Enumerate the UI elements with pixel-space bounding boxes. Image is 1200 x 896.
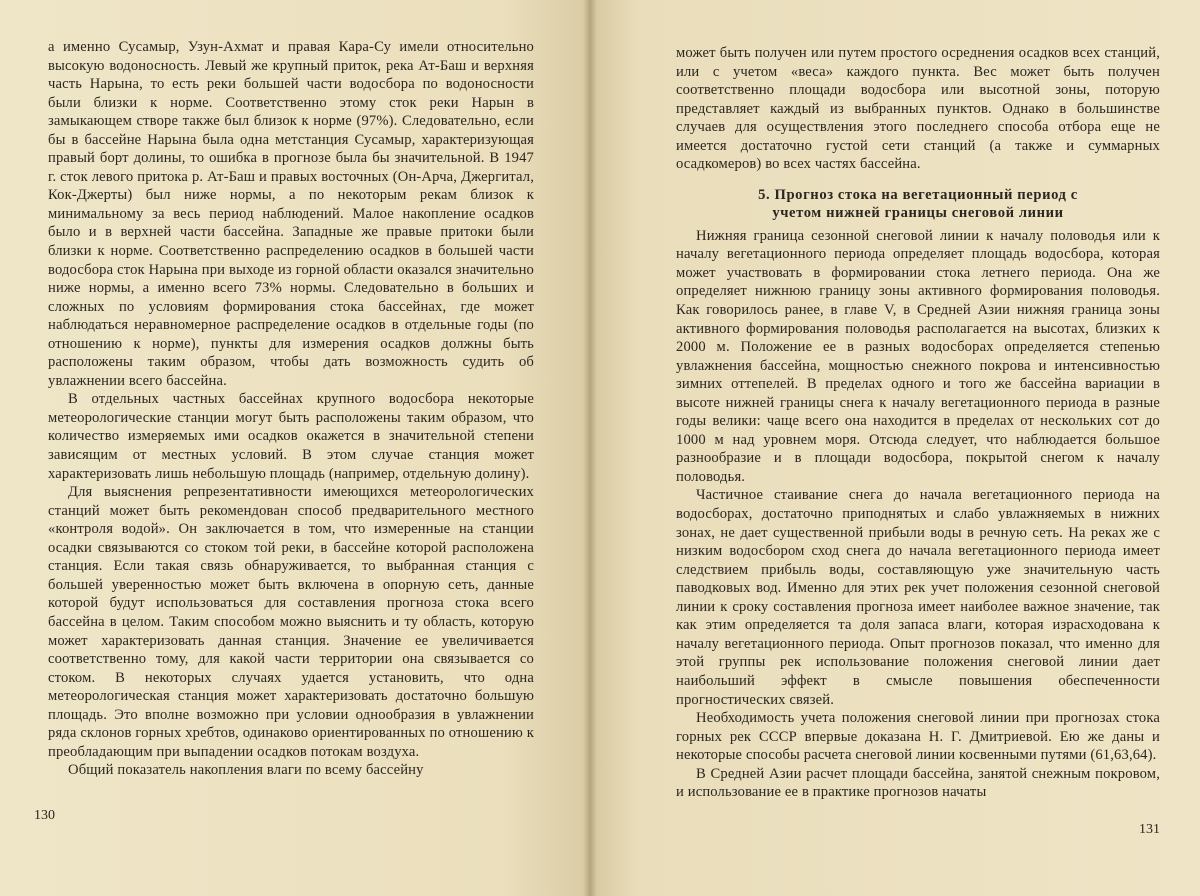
section-heading xyxy=(676,186,1160,223)
paragraph: Общий показатель накопления влаги по всему бассейну xyxy=(68,762,424,779)
paragraph: Необходимость учета положения снеговой линии при прогнозах стока горных рек СССР впервые доказана Н. Г. Дмитриевой. Ею же даны и некоторые способы расчета снеговой линии косвенными путями (61,63,64). xyxy=(676,710,1160,764)
section-heading-line: 5. Прогноз стока на вегетационный период с xyxy=(758,186,1078,203)
paragraph: В отдельных частных бассейнах крупного водосбора некоторые метеорологические станции могут быть расположены таким образом, что количество измеряемых ими осадков окажется в значительной степени зависящим от местных условий. В этом случае станция может характеризовать лишь небольшую площадь (например, отдельную долину). xyxy=(48,391,534,482)
paragraph: Частичное стаивание снега до начала вегетационного периода на водосборах, достаточно приподнятых и слабо увлажняемых в нижних зонах, не дает существенной прибыли воды в речную сеть. На реках же с низким водосбором сход снега до начала вегетационного периода имеет следствием прибыль воды, составляющую уже значительную часть паводковых вод. Именно для этих рек учет положения сезонной снеговой линии к сроку составления прогноза имеет наиболее важное значение, так как этим определяется та доля запаса влаги, которая израсходована к началу вегетационного периода. Опыт прогнозов показал, что именно для этой группы рек использование положения снеговой линии дает наибольший эффект в смысле повышения обеспеченности прогностических связей. xyxy=(676,487,1160,708)
page-number: 131 xyxy=(1139,822,1160,837)
section-heading-line: учетом нижней границы снеговой линии xyxy=(772,205,1064,222)
paragraph: может быть получен или путем простого осреднения осадков всех станций, или с учетом «веса» каждого пункта. Вес может быть получен соответственно площади водосбора или высотной зоны, поторую представляет каждый из выбранных пунктов. Однако в большинстве случаев для осуществления этого последнего способа отбора еще не имеется достаточно густой сети станций (а также и суммарных осадкомеров) во всех частях бассейна. xyxy=(676,45,1160,173)
paragraph: Нижняя граница сезонной снеговой линии к началу половодья или к началу вегетационного периода определяет площадь водосбора, которая может участвовать в формировании стока летнего периода. Она же определяет нижнюю границу зоны активного формирования половодья. Как говорилось ранее, в главе V, в Средней Азии нижняя граница зоны активного формирования половодья располагается на высотах, близких к 2000 м. Положение ее в разных водосборах определяется степенью увлажнения бассейна, мощностью снежного покрова и интенсивностью зимних оттепелей. В пределах одного и того же бассейна вариации в высоте нижней границы снега к началу вегетационного периода в разные годы велики: чаще всего она находится в пределах от нескольких сот до 1000 м над уровнем моря. Отсюда следует, что наблюдается большое разнообразие и в площади водосбора, покрытой снегом к началу половодья. xyxy=(676,227,1160,485)
page-number: 130 xyxy=(34,808,55,823)
book-gutter xyxy=(583,0,597,896)
right-page-text xyxy=(676,44,1160,802)
paragraph: В Средней Азии расчет площади бассейна, занятой снежным покровом, и использование ее в практике прогнозов начаты xyxy=(676,765,1160,801)
left-page-text xyxy=(48,38,534,780)
paragraph: а именно Сусамыр, Узун-Ахмат и правая Кара-Су имели относительно высокую водоносность. Левый же крупный приток, река Ат-Баш и верхняя часть Нарына, то есть реки большей части водосбора по водоносности были близки к норме. Соответственно этому сток реки Нарын в замыкающем створе также был близок к норме (97%). Следовательно, если бы в бассейне Нарына была одна метстанция Сусамыр, характеризующая правый борт долины, то ошибка в прогнозе была бы значительной. В 1947 г. сток левого притока р. Ат-Баш и правых восточных (Он-Арча, Джергитал, Кок-Джерты) был ниже нормы, а по некоторым рекам близок к минимальному за весь период наблюдений. Малое накопление осадков было и в верхней части бассейна. Западные же правые притоки были близки к норме. Соответственно распределению осадков в большей части водосбора сток Нарына при выходе из горной области оказался значительно ниже нормы, а именно всего 73% нормы. Следовательно в больших и сложных по условиям формирования стока бассейнах, где может наблюдаться неравномерное распределение осадков в отдельные годы (по отношению к норме), пункты для измерения осадков должны быть расположены таким образом, чтобы дать возможность судить об увлажнении всего бассейна. xyxy=(48,39,534,389)
paragraph: Для выяснения репрезентативности имеющихся метеорологических станций может быть рекомендован способ предварительного местного «контроля водой». Он заключается в том, что измеренные на станции осадки связываются со стоком той реки, в бассейне которой расположена станция. Если такая связь обнаруживается, то выбранная станция с большей уверенностью может быть включена в опорную сеть, данные которой будут использоваться для составления прогноза стока всего бассейна в целом. Таким способом можно выяснить и ту область, которую может характеризовать данная станция. Значение ее увеличивается соответственно тому, для какой части территории она связывается со стоком. В некоторых случаях удается установить, что одна метеорологическая станция может характеризовать достаточно большую площадь. Это вполне возможно при условии однообразия в увлажнении ряда склонов горных хребтов, одинаково ориентированных по отношению к преобладающим при выпадении осадков потокам воздуха. xyxy=(48,484,534,760)
